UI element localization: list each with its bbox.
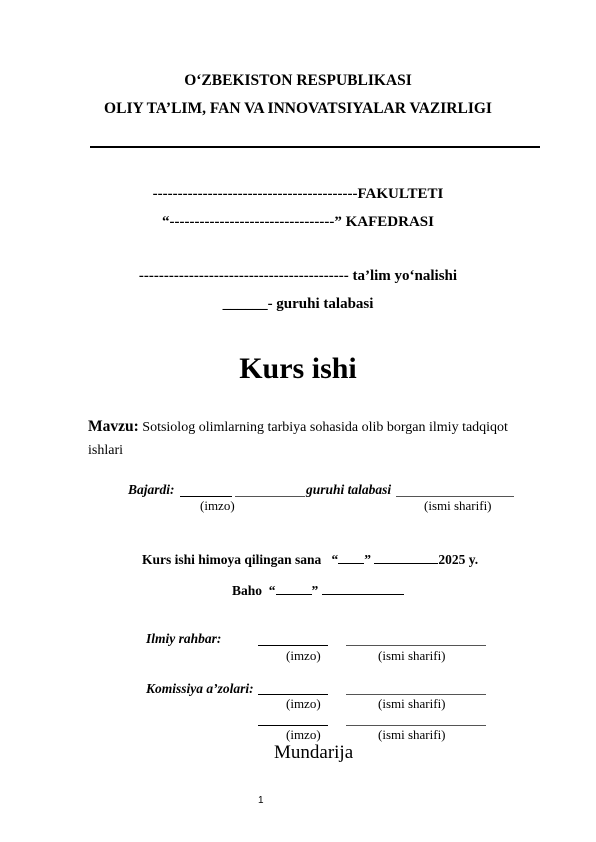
- commission-label: Komissiya a’zolari:: [146, 681, 254, 696]
- commission-signature-caption-2: (imzo): [286, 727, 321, 742]
- grade-open: “: [268, 583, 276, 598]
- group-line: [0, 296, 596, 313]
- header-divider: [90, 146, 540, 148]
- department-line: “---------------------------------” KAFEDRASI: [162, 214, 434, 230]
- grade-line: [232, 583, 404, 599]
- performer-group-text: guruhi talabasi: [306, 482, 392, 497]
- commission-name-line-2: [346, 725, 486, 726]
- supervisor-name-line: [346, 645, 486, 646]
- group-blank: ______: [222, 296, 268, 312]
- grade-word-blank: [322, 594, 404, 595]
- defense-month-blank: [374, 563, 438, 564]
- supervisor-signature-caption: (imzo): [286, 648, 321, 663]
- supervisor-name-caption: (ismi sharifi): [378, 648, 446, 663]
- topic-line-1: [88, 418, 508, 436]
- faculty-line: -----------------------------------------FAKULTETI: [152, 186, 444, 202]
- performer-name-caption: (ismi sharifi): [424, 498, 492, 513]
- commission-name-caption-1: (ismi sharifi): [378, 696, 446, 711]
- topic-line-2: ishlari: [88, 443, 123, 458]
- document-title: Kurs ishi: [239, 352, 357, 385]
- performer-signature-line: [180, 496, 232, 497]
- commission-signature-caption-1: (imzo): [286, 696, 321, 711]
- ministry-name: OLIY TA’LIM, FAN VA INNOVATSIYALAR VAZIRLIGI: [104, 100, 492, 117]
- performer-label: Bajardi:: [128, 482, 175, 497]
- direction-line: ------------------------------------------ ta’lim yo‘nalishi: [138, 268, 458, 284]
- supervisor-label: Ilmiy rahbar:: [146, 631, 222, 646]
- defense-year: 2025 y.: [438, 552, 479, 567]
- ministry-country: O‘ZBEKISTON RESPUBLIKASI: [184, 72, 412, 89]
- commission-name-line-1: [346, 694, 486, 695]
- grade-label: Baho: [232, 583, 263, 598]
- defense-text: Kurs ishi himoya qilingan sana: [142, 552, 322, 567]
- defense-date-line: [142, 552, 478, 568]
- performer-signature-caption: (imzo): [200, 498, 235, 513]
- defense-date-open: “: [331, 552, 339, 567]
- commission-signature-line-2: [258, 725, 328, 726]
- grade-close: ”: [311, 583, 319, 598]
- performer-group-line: [235, 496, 305, 497]
- commission-name-caption-2: (ismi sharifi): [378, 727, 446, 742]
- contents-heading: Mundarija: [274, 742, 354, 763]
- supervisor-signature-line: [258, 645, 328, 646]
- topic-label: Mavzu:: [88, 418, 139, 435]
- defense-date-close: ”: [364, 552, 371, 567]
- grade-blank: [276, 594, 312, 595]
- page-number: 1: [258, 795, 264, 806]
- commission-signature-line-1: [258, 694, 328, 695]
- defense-day-blank: [338, 563, 364, 564]
- performer-name-line: [396, 496, 514, 497]
- group-suffix: - guruhi talabasi: [267, 296, 374, 312]
- topic-text: Sotsiolog olimlarning tarbiya sohasida olib borgan ilmiy tadqiqot: [142, 420, 508, 435]
